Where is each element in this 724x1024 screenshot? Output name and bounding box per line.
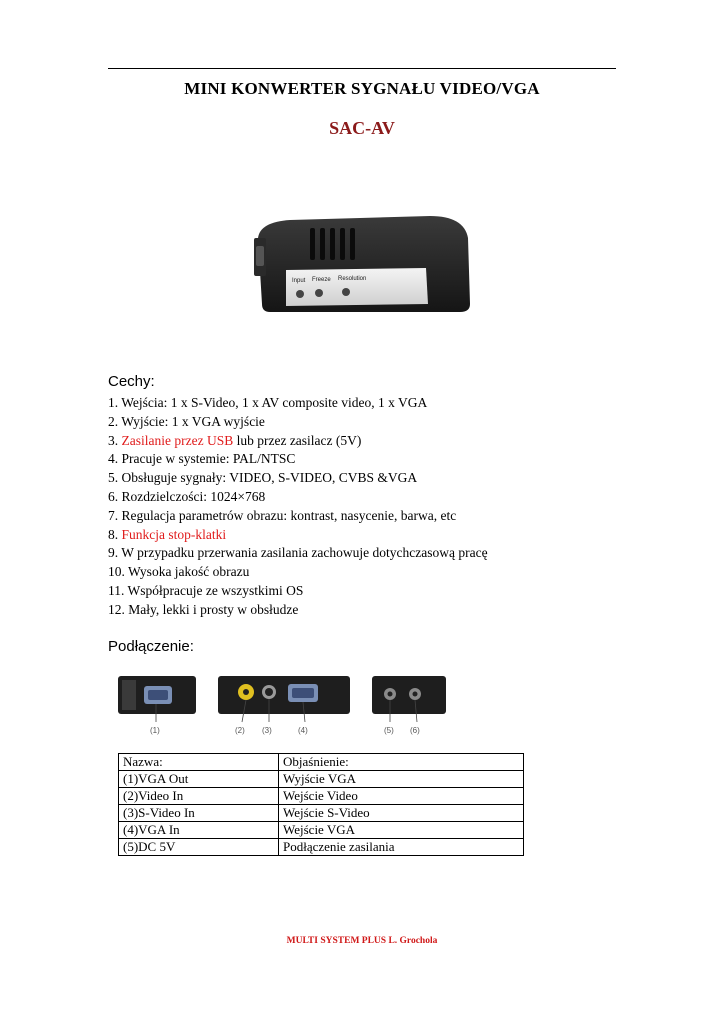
table-header-row xyxy=(119,754,524,771)
model-name: SAC-AV xyxy=(329,118,395,138)
table-header-cell: Objaśnienie: xyxy=(279,754,524,771)
port-label-6: (6) xyxy=(410,726,420,735)
table-row xyxy=(119,839,524,856)
feature-highlight: Zasilanie przez USB xyxy=(121,432,234,448)
dc-5v-port xyxy=(384,688,396,700)
connector-photos xyxy=(118,672,448,742)
feature-item: 2. Wyjście: 1 x VGA wyjście xyxy=(108,413,265,429)
ports-table xyxy=(118,753,524,856)
feature-item: 1. Wejścia: 1 x S-Video, 1 x AV composite video, 1 x VGA xyxy=(108,395,428,410)
table-cell: (2)Video In xyxy=(119,788,279,805)
s-video-in-port xyxy=(262,685,276,699)
table-cell: Wejście S-Video xyxy=(279,805,524,822)
table-row xyxy=(119,822,524,839)
table-cell: Wyjście VGA xyxy=(279,771,524,788)
header-rule xyxy=(108,68,616,69)
product-photo xyxy=(250,208,476,316)
features-heading: Cechy: xyxy=(108,373,155,390)
port-label-3: (3) xyxy=(262,726,272,735)
resolution-button-label: Resolution xyxy=(338,276,367,282)
table-cell: Podłączenie zasilania xyxy=(279,839,524,856)
table-row xyxy=(119,805,524,822)
table-row xyxy=(119,788,524,805)
feature-suffix: lub przez zasilacz (5V) xyxy=(233,432,362,448)
connection-heading: Podłączenie: xyxy=(108,638,194,655)
video-in-port xyxy=(238,684,254,700)
feature-highlight: Funkcja stop-klatki xyxy=(121,526,227,542)
vga-in-port xyxy=(288,684,318,702)
feature-item: 4. Pracuje w systemie: PAL/NTSC xyxy=(108,451,296,467)
usb-power-port xyxy=(409,688,421,700)
document-title: MINI KONWERTER SYGNAŁU VIDEO/VGA xyxy=(184,79,540,98)
feature-number: 8. xyxy=(108,526,122,542)
table-row xyxy=(119,771,524,788)
table-cell: Wejście Video xyxy=(279,788,524,805)
table-cell: (5)DC 5V xyxy=(119,839,279,856)
table-cell: (1)VGA Out xyxy=(119,771,279,788)
features-list xyxy=(108,394,628,620)
feature-item: 9. W przypadku przerwania zasilania zachowuje dotychczasową pracę xyxy=(108,545,488,561)
feature-item xyxy=(108,432,628,451)
table-header-cell: Nazwa: xyxy=(119,754,279,771)
footer-company: MULTI SYSTEM PLUS L. Grochola xyxy=(286,936,438,946)
feature-item: 11. Współpracuje ze wszystkimi OS xyxy=(108,582,304,598)
port-label-4: (4) xyxy=(298,726,308,735)
feature-item: 5. Obsługuje sygnały: VIDEO, S-VIDEO, CVBS &VGA xyxy=(108,470,418,486)
vga-out-port xyxy=(144,686,172,704)
feature-item xyxy=(108,526,628,545)
feature-item: 7. Regulacja parametrów obrazu: kontrast, nasycenie, barwa, etc xyxy=(108,507,457,523)
port-label-1: (1) xyxy=(150,726,160,735)
freeze-button-label: Freeze xyxy=(312,277,331,283)
port-label-5: (5) xyxy=(384,726,394,735)
table-cell: (3)S-Video In xyxy=(119,805,279,822)
feature-item: 6. Rozdzielczości: 1024×768 xyxy=(108,488,266,504)
port-label-2: (2) xyxy=(235,726,245,735)
table-cell: (4)VGA In xyxy=(119,822,279,839)
table-cell: Wejście VGA xyxy=(279,822,524,839)
feature-number: 3. xyxy=(108,432,122,448)
feature-item: 10. Wysoka jakość obrazu xyxy=(108,564,250,580)
feature-item: 12. Mały, lekki i prosty w obsłudze xyxy=(108,601,299,617)
input-button-label: Input xyxy=(292,278,306,284)
